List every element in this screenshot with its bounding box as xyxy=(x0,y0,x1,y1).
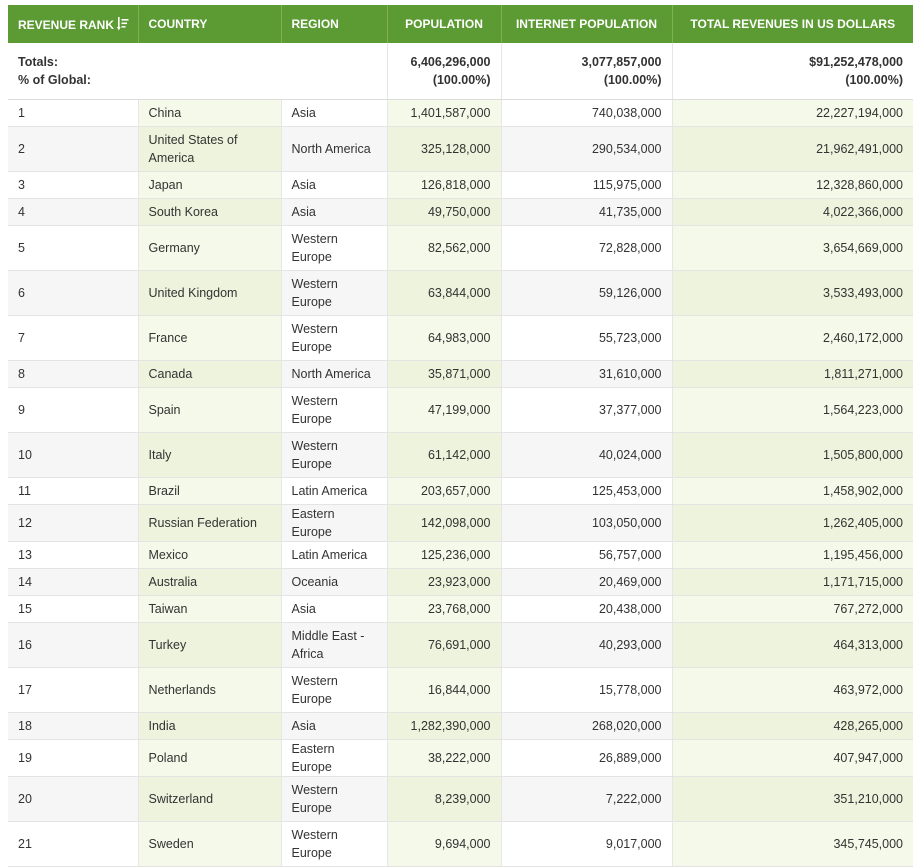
country-cell: Canada xyxy=(138,361,281,388)
internet-population-cell: 740,038,000 xyxy=(501,100,672,127)
population-cell: 142,098,000 xyxy=(387,505,501,542)
country-cell: United States of America xyxy=(138,127,281,172)
internet-population-cell: 9,017,000 xyxy=(501,822,672,867)
table-row xyxy=(8,316,913,361)
region-cell: Latin America xyxy=(281,478,387,505)
revenue-cell: 21,962,491,000 xyxy=(672,127,913,172)
region-cell: Eastern Europe xyxy=(281,505,387,542)
revenue-cell: 3,654,669,000 xyxy=(672,226,913,271)
totals-internet-pct: (100.00%) xyxy=(603,73,662,87)
table-row xyxy=(8,668,913,713)
rank-cell: 9 xyxy=(8,388,138,433)
revenue-cell: 1,458,902,000 xyxy=(672,478,913,505)
region-cell: Asia xyxy=(281,199,387,226)
population-cell: 125,236,000 xyxy=(387,542,501,569)
revenue-cell: 463,972,000 xyxy=(672,668,913,713)
country-cell: Mexico xyxy=(138,542,281,569)
internet-population-cell: 40,024,000 xyxy=(501,433,672,478)
sort-descending-icon[interactable] xyxy=(117,17,129,31)
revenue-cell: 1,195,456,000 xyxy=(672,542,913,569)
revenue-cell: 351,210,000 xyxy=(672,777,913,822)
rank-cell: 10 xyxy=(8,433,138,478)
country-cell: Japan xyxy=(138,172,281,199)
population-cell: 9,694,000 xyxy=(387,822,501,867)
totals-population-pct: (100.00%) xyxy=(432,73,491,87)
rank-cell: 21 xyxy=(8,822,138,867)
internet-population-cell: 40,293,000 xyxy=(501,623,672,668)
country-cell: South Korea xyxy=(138,199,281,226)
column-header-revenue-rank[interactable] xyxy=(8,5,138,43)
rank-cell: 16 xyxy=(8,623,138,668)
revenue-cell: 1,811,271,000 xyxy=(672,361,913,388)
internet-population-cell: 15,778,000 xyxy=(501,668,672,713)
country-cell: Germany xyxy=(138,226,281,271)
totals-population-value: 6,406,296,000 xyxy=(410,55,491,69)
column-header-population[interactable]: POPULATION xyxy=(387,5,501,43)
revenue-cell: 3,533,493,000 xyxy=(672,271,913,316)
totals-internet xyxy=(501,43,672,100)
rank-cell: 4 xyxy=(8,199,138,226)
table-row xyxy=(8,172,913,199)
region-cell: Asia xyxy=(281,713,387,740)
rank-cell: 19 xyxy=(8,740,138,777)
internet-population-cell: 59,126,000 xyxy=(501,271,672,316)
internet-population-cell: 20,438,000 xyxy=(501,596,672,623)
table-row xyxy=(8,713,913,740)
region-cell: Western Europe xyxy=(281,822,387,867)
table-row xyxy=(8,596,913,623)
table-row xyxy=(8,777,913,822)
totals-row xyxy=(8,43,913,100)
revenue-cell: 1,505,800,000 xyxy=(672,433,913,478)
table-row xyxy=(8,127,913,172)
population-cell: 76,691,000 xyxy=(387,623,501,668)
population-cell: 47,199,000 xyxy=(387,388,501,433)
country-cell: Taiwan xyxy=(138,596,281,623)
column-header-label: REVENUE RANK xyxy=(18,17,115,32)
internet-population-cell: 290,534,000 xyxy=(501,127,672,172)
header-row xyxy=(8,5,913,43)
totals-label: Totals: xyxy=(18,55,59,69)
region-cell: Latin America xyxy=(281,542,387,569)
rank-cell: 18 xyxy=(8,713,138,740)
country-cell: India xyxy=(138,713,281,740)
population-cell: 49,750,000 xyxy=(387,199,501,226)
internet-population-cell: 20,469,000 xyxy=(501,569,672,596)
table-row xyxy=(8,271,913,316)
region-cell: Eastern Europe xyxy=(281,740,387,777)
revenue-cell: 1,262,405,000 xyxy=(672,505,913,542)
region-cell: Western Europe xyxy=(281,226,387,271)
totals-revenue-value: $91,252,478,000 xyxy=(809,55,903,69)
population-cell: 23,768,000 xyxy=(387,596,501,623)
internet-population-cell: 56,757,000 xyxy=(501,542,672,569)
population-cell: 203,657,000 xyxy=(387,478,501,505)
country-cell: Spain xyxy=(138,388,281,433)
population-cell: 63,844,000 xyxy=(387,271,501,316)
region-cell: Western Europe xyxy=(281,777,387,822)
country-cell: Brazil xyxy=(138,478,281,505)
column-header-country[interactable]: COUNTRY xyxy=(138,5,281,43)
region-cell: Asia xyxy=(281,100,387,127)
rank-cell: 5 xyxy=(8,226,138,271)
region-cell: North America xyxy=(281,127,387,172)
revenue-cell: 22,227,194,000 xyxy=(672,100,913,127)
revenue-cell: 345,745,000 xyxy=(672,822,913,867)
table-header xyxy=(8,5,913,43)
table-row xyxy=(8,199,913,226)
internet-population-cell: 37,377,000 xyxy=(501,388,672,433)
table-row xyxy=(8,100,913,127)
population-cell: 8,239,000 xyxy=(387,777,501,822)
population-cell: 82,562,000 xyxy=(387,226,501,271)
rank-cell: 17 xyxy=(8,668,138,713)
internet-population-cell: 41,735,000 xyxy=(501,199,672,226)
population-cell: 1,401,587,000 xyxy=(387,100,501,127)
rank-cell: 2 xyxy=(8,127,138,172)
table-row xyxy=(8,478,913,505)
revenue-cell: 407,947,000 xyxy=(672,740,913,777)
table-row xyxy=(8,822,913,867)
region-cell: Western Europe xyxy=(281,316,387,361)
rank-cell: 13 xyxy=(8,542,138,569)
country-cell: Switzerland xyxy=(138,777,281,822)
country-cell: Russian Federation xyxy=(138,505,281,542)
totals-population xyxy=(387,43,501,100)
table-body xyxy=(8,43,913,867)
region-cell: Oceania xyxy=(281,569,387,596)
totals-revenue xyxy=(672,43,913,100)
country-cell: China xyxy=(138,100,281,127)
rank-cell: 11 xyxy=(8,478,138,505)
revenue-cell: 12,328,860,000 xyxy=(672,172,913,199)
country-cell: United Kingdom xyxy=(138,271,281,316)
internet-population-cell: 7,222,000 xyxy=(501,777,672,822)
rank-cell: 3 xyxy=(8,172,138,199)
revenue-cell: 464,313,000 xyxy=(672,623,913,668)
table-row xyxy=(8,542,913,569)
region-cell: Western Europe xyxy=(281,668,387,713)
internet-population-cell: 125,453,000 xyxy=(501,478,672,505)
internet-population-cell: 115,975,000 xyxy=(501,172,672,199)
revenue-cell: 4,022,366,000 xyxy=(672,199,913,226)
column-header-internet-population[interactable]: INTERNET POPULATION xyxy=(501,5,672,43)
population-cell: 23,923,000 xyxy=(387,569,501,596)
totals-internet-value: 3,077,857,000 xyxy=(581,55,662,69)
population-cell: 61,142,000 xyxy=(387,433,501,478)
population-cell: 1,282,390,000 xyxy=(387,713,501,740)
table-row xyxy=(8,623,913,668)
totals-revenue-pct: (100.00%) xyxy=(845,73,903,87)
internet-population-cell: 103,050,000 xyxy=(501,505,672,542)
revenue-cell: 428,265,000 xyxy=(672,713,913,740)
region-cell: Asia xyxy=(281,172,387,199)
population-cell: 16,844,000 xyxy=(387,668,501,713)
population-cell: 325,128,000 xyxy=(387,127,501,172)
table-row xyxy=(8,388,913,433)
region-cell: Asia xyxy=(281,596,387,623)
revenue-table xyxy=(8,5,913,867)
internet-population-cell: 72,828,000 xyxy=(501,226,672,271)
country-cell: Poland xyxy=(138,740,281,777)
table-row xyxy=(8,569,913,596)
totals-label-cell xyxy=(8,43,387,100)
region-cell: Western Europe xyxy=(281,271,387,316)
country-cell: Sweden xyxy=(138,822,281,867)
column-header-region[interactable]: REGION xyxy=(281,5,387,43)
internet-population-cell: 55,723,000 xyxy=(501,316,672,361)
rank-cell: 6 xyxy=(8,271,138,316)
country-cell: Australia xyxy=(138,569,281,596)
internet-population-cell: 268,020,000 xyxy=(501,713,672,740)
rank-cell: 20 xyxy=(8,777,138,822)
revenue-cell: 1,564,223,000 xyxy=(672,388,913,433)
population-cell: 126,818,000 xyxy=(387,172,501,199)
revenue-cell: 2,460,172,000 xyxy=(672,316,913,361)
rank-cell: 12 xyxy=(8,505,138,542)
pct-global-label: % of Global: xyxy=(18,73,91,87)
rank-cell: 7 xyxy=(8,316,138,361)
country-cell: Italy xyxy=(138,433,281,478)
rank-cell: 14 xyxy=(8,569,138,596)
country-cell: Netherlands xyxy=(138,668,281,713)
rank-cell: 1 xyxy=(8,100,138,127)
rank-cell: 8 xyxy=(8,361,138,388)
population-cell: 64,983,000 xyxy=(387,316,501,361)
region-cell: Western Europe xyxy=(281,388,387,433)
population-cell: 38,222,000 xyxy=(387,740,501,777)
internet-population-cell: 26,889,000 xyxy=(501,740,672,777)
country-cell: Turkey xyxy=(138,623,281,668)
region-cell: North America xyxy=(281,361,387,388)
table-row xyxy=(8,740,913,777)
table-row xyxy=(8,433,913,478)
population-cell: 35,871,000 xyxy=(387,361,501,388)
revenue-cell: 767,272,000 xyxy=(672,596,913,623)
table-row xyxy=(8,505,913,542)
region-cell: Western Europe xyxy=(281,433,387,478)
column-header-total-revenues[interactable]: TOTAL REVENUES IN US DOLLARS xyxy=(672,5,913,43)
table-row xyxy=(8,226,913,271)
revenue-cell: 1,171,715,000 xyxy=(672,569,913,596)
table-row xyxy=(8,361,913,388)
rank-cell: 15 xyxy=(8,596,138,623)
country-cell: France xyxy=(138,316,281,361)
internet-population-cell: 31,610,000 xyxy=(501,361,672,388)
region-cell: Middle East - Africa xyxy=(281,623,387,668)
